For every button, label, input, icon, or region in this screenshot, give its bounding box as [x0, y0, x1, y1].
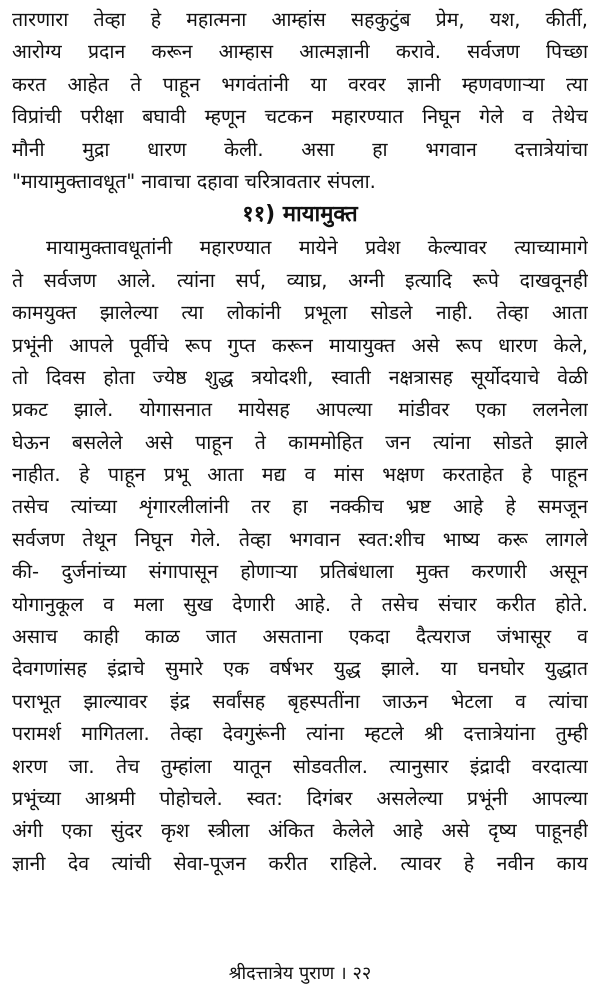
text-line: मौनी मुद्रा धारण केली. असा हा भगवान दत्तात्रेयांचा — [12, 137, 588, 161]
text-line: घेऊन बसलेले असे पाहून ते काममोहित जन त्यांना सोडते झाले — [12, 430, 588, 454]
text-line: प्रकट झाले. योगासनात मायेसह आपल्या मांडीवर एका ललनेला — [12, 398, 588, 422]
text-line: मायामुक्तावधूतांनी महारण्यात मायेने प्रवेश केल्यावर त्याच्यामागे — [46, 236, 588, 260]
text-line: आरोग्य प्रदान करून आम्हास आत्मज्ञानी करावे. सर्वजण पिच्छा — [12, 40, 588, 64]
text-line: पराभूत झाल्यावर इंद्र सर्वांसह बृहस्पतींना जाऊन भेटला व त्यांचा — [12, 689, 588, 713]
text-line: शरण जा. तेच तुम्हांला यातून सोडवतील. त्यानुसार इंद्रादी वरदात्या — [12, 754, 588, 778]
text-line: देवगणांसह इंद्राचे सुमारे एक वर्षभर युद्ध झाले. या घनघोर युद्धात — [12, 657, 588, 681]
text-line: प्रभूंच्या आश्रमी पोहोचले. स्वत: दिगंबर असलेल्या प्रभूंनी आपल्या — [12, 786, 588, 810]
section-heading: ११) मायामुक्त — [242, 202, 358, 228]
text-line: नाहीत. हे पाहून प्रभू आता मद्य व मांस भक्षण करताहेत हे पाहून — [12, 463, 588, 487]
text-line: प्रभूंनी आपले पूर्वीचे रूप गुप्त करून मायायुक्त असे रूप धारण केले, — [12, 333, 588, 357]
text-line: असाच काही काळ जात असताना एकदा दैत्यराज जंभासूर व — [12, 625, 588, 649]
text-line: की- दुर्जनांच्या संगापासून होणाऱ्या प्रतिबंधाला मुक्त करणारी असून — [12, 560, 588, 584]
text-line: "मायामुक्तावधूत" नावाचा दहावा चरित्रावतार संपला. — [12, 169, 376, 193]
text-line: तसेच त्यांच्या शृंगारलीलांनी तर हा नक्कीच भ्रष्ट आहे हे समजून — [12, 495, 588, 519]
text-line: योगानुकूल व मला सुख देणारी आहे. ते तसेच संचार करीत होते. — [12, 592, 588, 616]
text-line: करत आहेत ते पाहून भगवंतांनी या वरवर ज्ञानी म्हणवणाऱ्या त्या — [12, 72, 588, 96]
text-line: सर्वजण तेथून निघून गेले. तेव्हा भगवान स्वत:शीच भाष्य करू लागले — [12, 527, 588, 551]
text-line: तो दिवस होता ज्येष्ठ शुद्ध त्रयोदशी, स्वाती नक्षत्रासह सूर्योदयाचे वेळी — [12, 365, 588, 389]
page-footer: श्रीदत्तात्रेय पुराण । २२ — [228, 963, 372, 984]
text-line: अंगी एका सुंदर कृश स्त्रीला अंकित केलेले आहे असे दृष्य पाहूनही — [12, 819, 588, 843]
text-line: तारणारा तेव्हा हे महात्मना आम्हांस सहकुटुंब प्रेम, यश, कीर्ती, — [12, 8, 588, 31]
paragraph-continued — [12, 4, 588, 198]
text-line: ते सर्वजण आले. त्यांना सर्प, व्याघ्र, अग्नी इत्यादि रूपे दाखवूनही — [12, 268, 588, 292]
text-line: ज्ञानी देव त्यांची सेवा-पूजन करीत राहिले. त्यावर हे नवीन काय — [12, 851, 588, 875]
text-line: परामर्श मागितला. तेव्हा देवगुरूंनी त्यांना म्हटले श्री दत्तात्रेयांना तुम्ही — [12, 722, 588, 746]
paragraph-main — [12, 232, 588, 880]
text-line: विप्रांची परीक्षा बघावी म्हणून चटकन महारण्यात निघून गेले व तेथेच — [12, 105, 588, 129]
text-line: कामयुक्त झालेल्या त्या लोकांनी प्रभूला सोडले नाही. तेव्हा आता — [12, 301, 588, 325]
